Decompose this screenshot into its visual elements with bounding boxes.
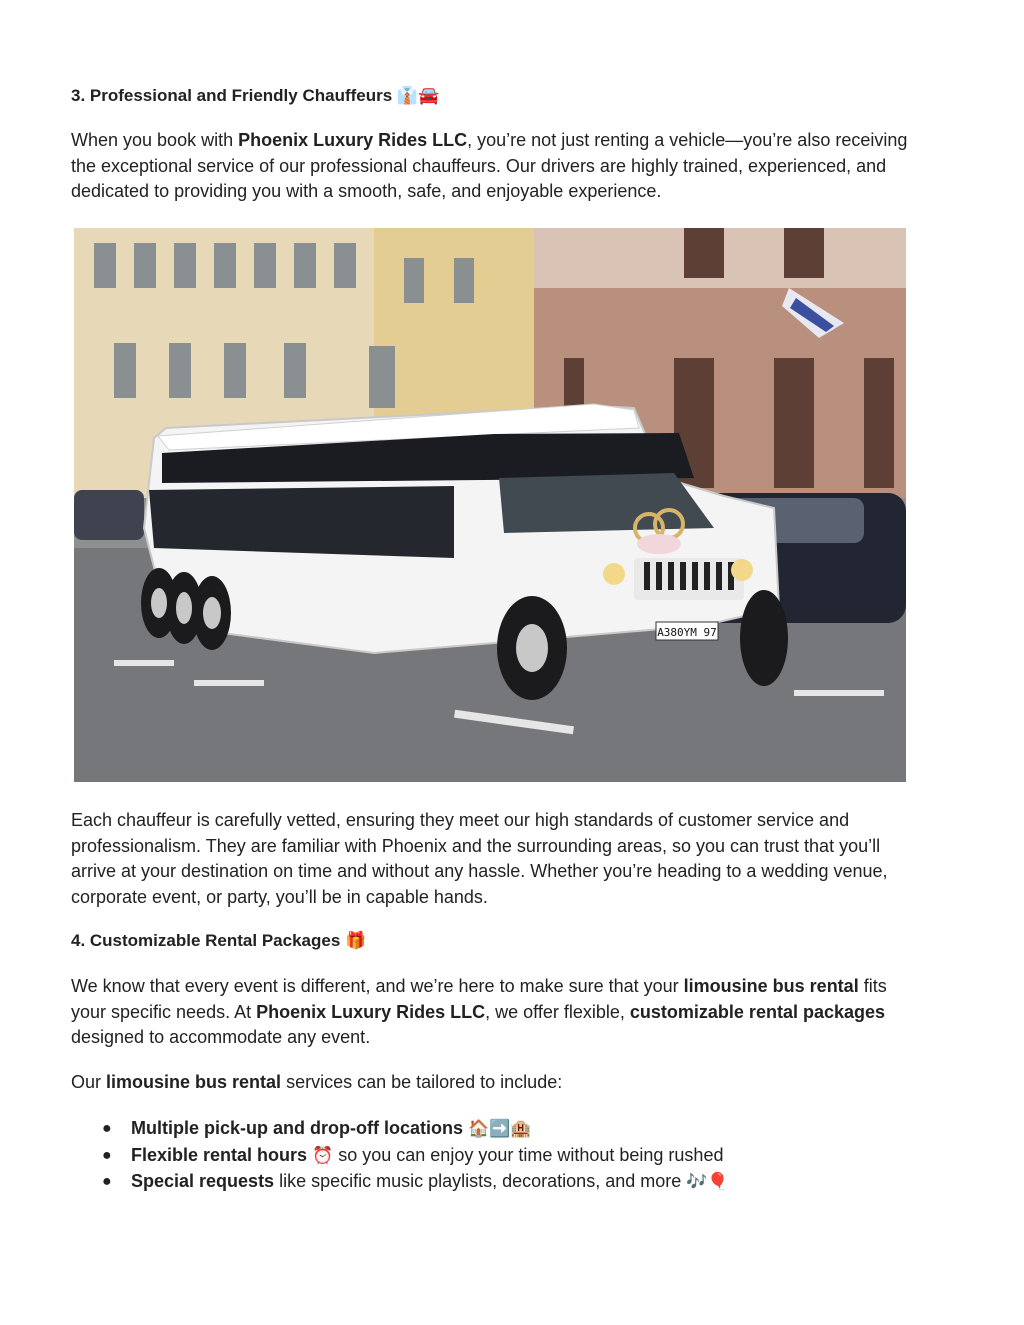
- section-4-paragraph-1: [71, 974, 911, 1051]
- section-4-paragraph-2: [71, 1070, 911, 1096]
- bullet: ●: [102, 1146, 112, 1164]
- para-text: designed to accommodate any event.: [71, 1027, 371, 1047]
- para-text: We know that every event is different, and we’re here to make sure that your: [71, 976, 684, 996]
- section-4-heading-text: 4. Customizable Rental Packages: [71, 931, 341, 950]
- gift-icon: 🎁: [345, 931, 367, 951]
- limousine-bus-rental-bold: limousine bus rental: [106, 1072, 282, 1092]
- para-text: When you book with: [71, 130, 239, 150]
- company-name-bold: Phoenix Luxury Rides LLC: [238, 130, 468, 150]
- necktie-car-icon: 👔🚘: [396, 86, 440, 106]
- list-item-text: like specific music playlists, decorations, and more: [274, 1171, 687, 1191]
- para-text: , we offer flexible,: [485, 1001, 630, 1022]
- license-plate: A380YM 97: [657, 626, 717, 639]
- list-item: [71, 1169, 911, 1196]
- bullet: ●: [102, 1120, 112, 1137]
- list-item-bold: Special requests: [131, 1171, 275, 1191]
- bullet: ●: [102, 1173, 112, 1190]
- list-item: [71, 1143, 911, 1170]
- para-text: fits your specific needs. At: [71, 976, 887, 1022]
- list-item-bold: Flexible rental hours: [131, 1144, 308, 1165]
- hummer-limousine-photo: [74, 228, 906, 782]
- house-arrow-hotel-icon: 🏠➡️🏨: [468, 1119, 532, 1139]
- alarm-clock-icon: ⏰: [312, 1145, 334, 1166]
- limousine-bus-rental-bold: limousine bus rental: [683, 976, 859, 996]
- music-balloon-icon: 🎶🎈: [686, 1172, 729, 1192]
- para-text: , you’re not just renting a vehicle—you’re also receiving the exceptional service of our professional chauffeurs. Our drivers are highly trained, experienced, and dedicated to providing you with a smooth, safe, and enjoyable experience.: [71, 130, 908, 201]
- para-text: services can be tailored to include:: [281, 1072, 563, 1092]
- section-4-heading: [71, 930, 366, 952]
- section-3-heading: [71, 85, 439, 107]
- company-name-bold: Phoenix Luxury Rides LLC: [256, 1001, 486, 1022]
- section-3-heading-text: 3. Professional and Friendly Chauffeurs: [71, 86, 393, 105]
- para-text: Our: [71, 1072, 107, 1092]
- list-item-bold: Multiple pick-up and drop-off locations: [131, 1118, 463, 1138]
- list-item: [71, 1116, 911, 1143]
- section-3-paragraph-1: [71, 128, 911, 205]
- customizable-packages-bold: customizable rental packages: [629, 1001, 886, 1022]
- section-3-paragraph-2: Each chauffeur is carefully vetted, ensuring they meet our high standards of customer service and professionalism. They are familiar with Phoenix and the surrounding areas, so you can trust that you’ll arrive at your destination on time and without any hassle. Whether you’re heading to a wedding venue, corporate event, or party, you’ll be in capable hands.: [71, 810, 888, 907]
- rental-options-list: [71, 1116, 911, 1196]
- list-item-text: so you can enjoy your time without being rushed: [333, 1144, 724, 1165]
